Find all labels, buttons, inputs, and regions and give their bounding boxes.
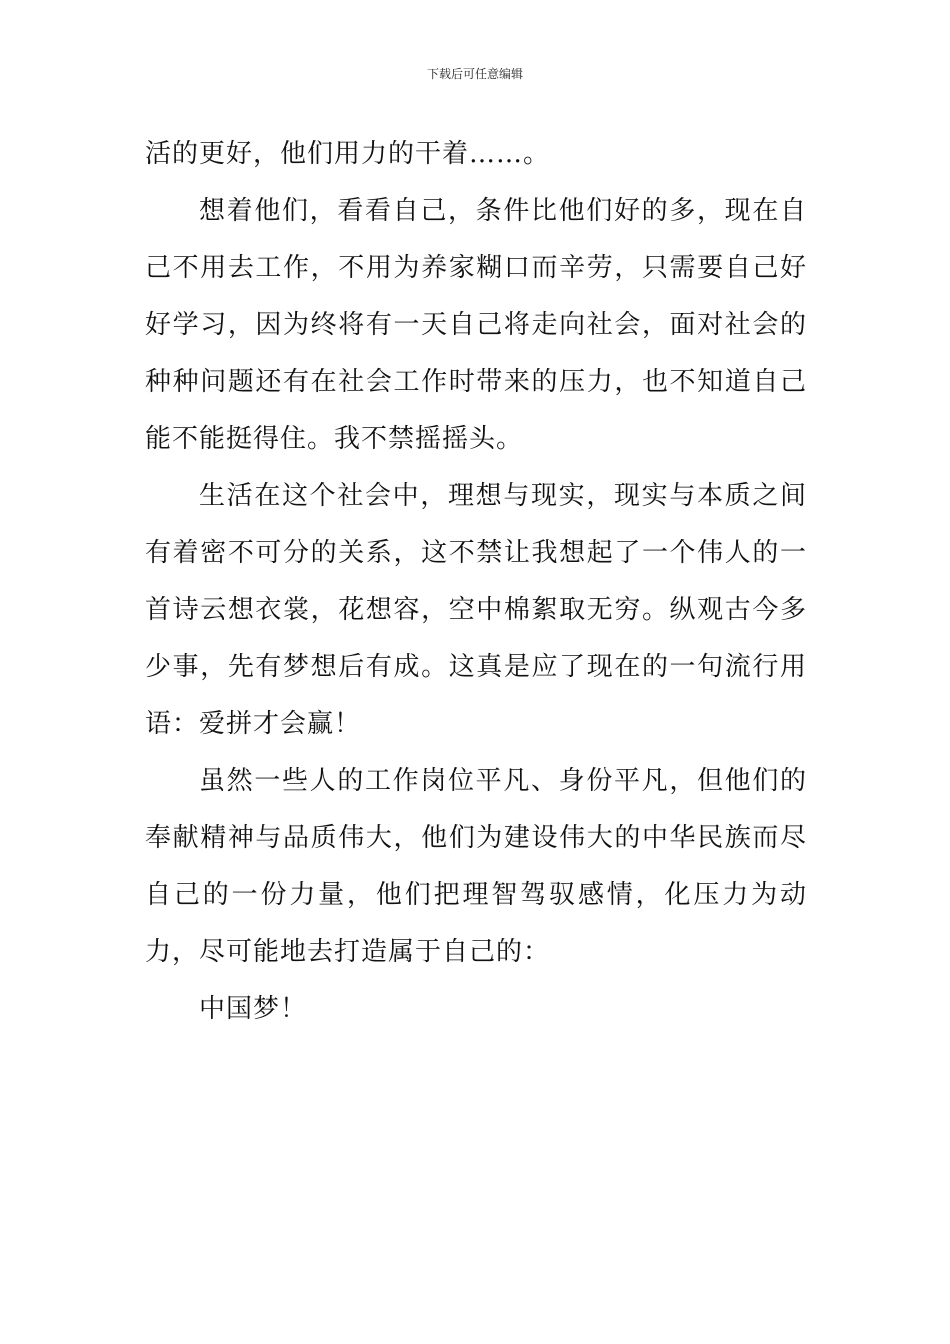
- paragraph-continuation: 活的更好，他们用力的干着……。: [145, 139, 551, 169]
- document-body: [145, 126, 807, 1038]
- page-header: 下载后可任意编辑: [426, 67, 523, 81]
- paragraph: 想着他们，看看自己，条件比他们好的多，现在自己不用去工作，不用为养家糊口而辛劳，只需要自己好好学习，因为终将有一天自己将走向社会，面对社会的种种问题还有在社会工作时带来的压力，也不知道自己能不能挺得住。我不禁摇摇头。: [145, 196, 807, 454]
- paragraph-closing: 中国梦！: [199, 994, 308, 1024]
- paragraph: 生活在这个社会中，理想与现实，现实与本质之间有着密不可分的关系，这不禁让我想起了一个伟人的一首诗云想衣裳，花想容，空中棉絮取无穷。纵观古今多少事，先有梦想后有成。这真是应了现在的一句流行用语：爱拼才会赢！: [145, 481, 807, 739]
- paragraph: 虽然一些人的工作岗位平凡、身份平凡，但他们的奉献精神与品质伟大，他们为建设伟大的中华民族而尽自己的一份力量，他们把理智驾驭感情，化压力为动力，尽可能地去打造属于自己的：: [145, 766, 807, 967]
